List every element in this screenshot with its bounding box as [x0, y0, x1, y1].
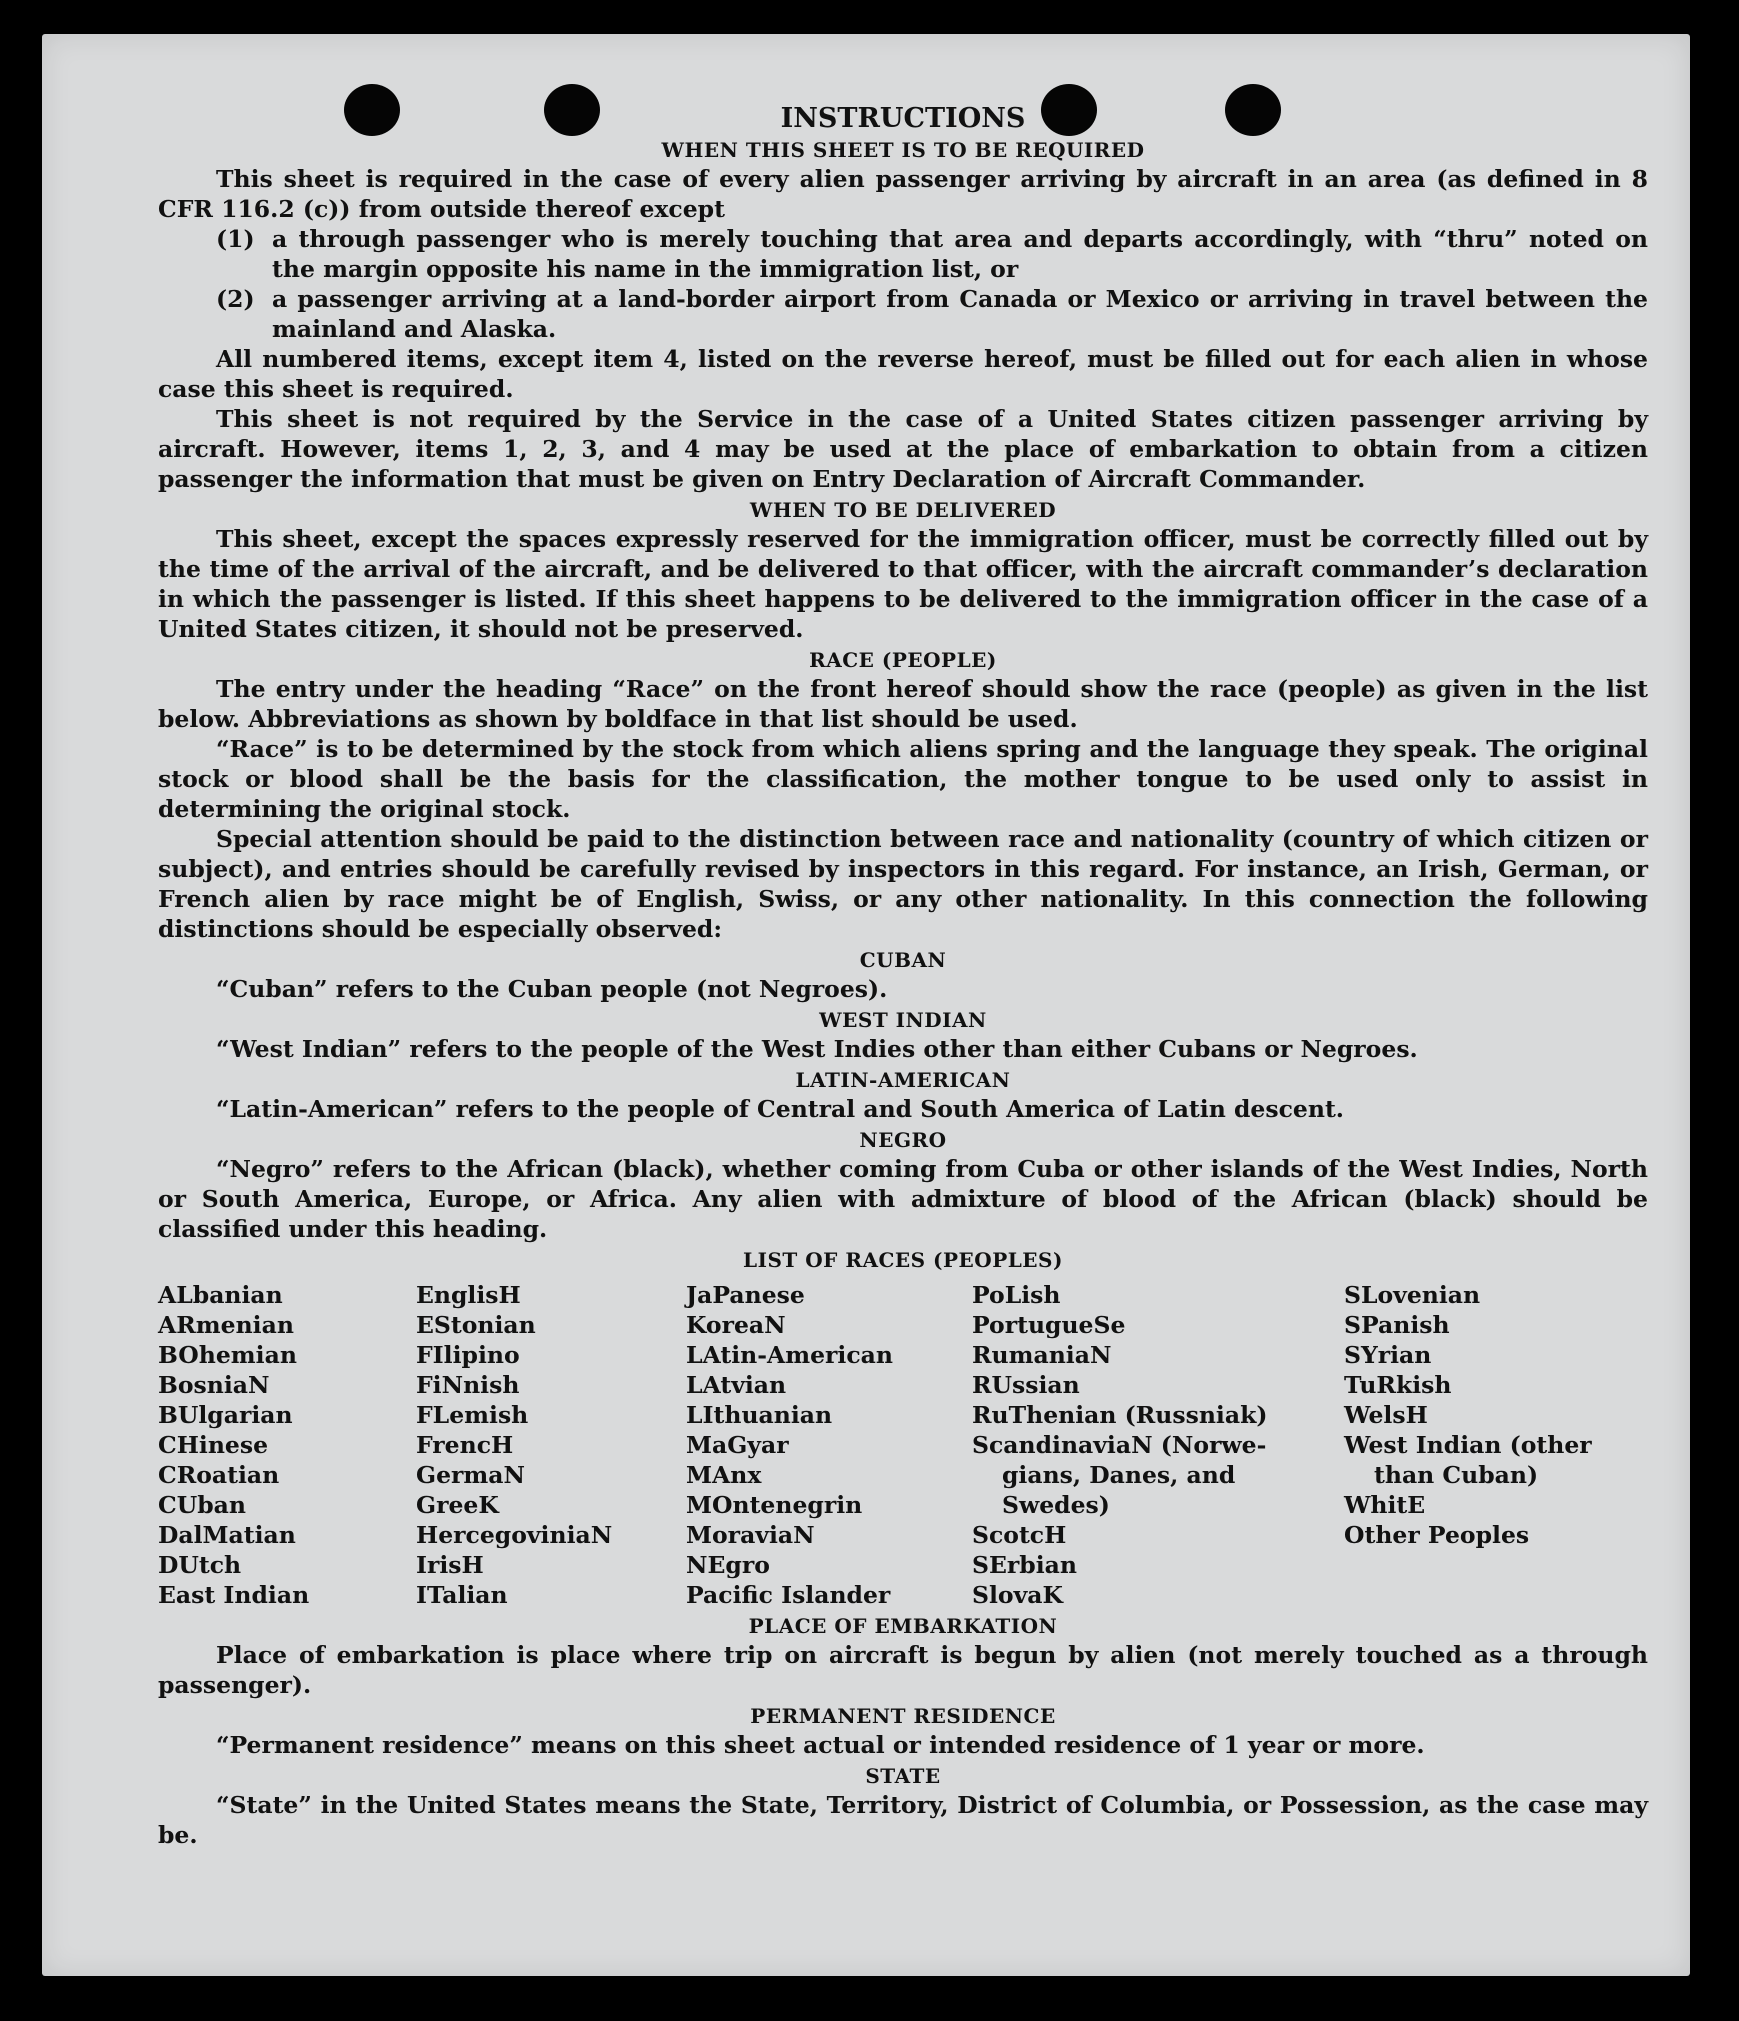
- list-number: (2): [216, 285, 255, 313]
- paragraph: “West Indian” refers to the people of the West Indies other than either Cubans or Negroes.: [216, 1035, 1418, 1063]
- race-item: MAnx: [686, 1461, 762, 1489]
- race-item: FLemish: [416, 1401, 529, 1429]
- page-title: INSTRUCTIONS: [780, 103, 1026, 134]
- race-item: than Cuban): [1374, 1461, 1539, 1489]
- race-item: Other Peoples: [1344, 1521, 1530, 1549]
- heading-list-of-races: LIST OF RACES (PEOPLES): [743, 1248, 1063, 1272]
- heading-state: STATE: [865, 1764, 941, 1788]
- race-item: JaPanese: [686, 1281, 805, 1309]
- race-item: EnglisH: [416, 1281, 521, 1309]
- race-item: ITalian: [416, 1581, 508, 1609]
- race-item: SYrian: [1344, 1341, 1432, 1369]
- race-item: RumaniaN: [972, 1341, 1112, 1369]
- race-item: CHinese: [158, 1431, 269, 1459]
- paragraph: All numbered items, except item 4, listed on the reverse hereof, must be filled out for each alien in whose case this sheet is required.: [158, 345, 1648, 403]
- race-item: IrisH: [416, 1551, 484, 1579]
- race-item: WelsH: [1344, 1401, 1428, 1429]
- list-number: (1): [216, 225, 255, 253]
- race-item: West Indian (other: [1344, 1431, 1592, 1459]
- heading-when-delivered: WHEN TO BE DELIVERED: [749, 498, 1057, 522]
- race-item: Pacific Islander: [686, 1581, 891, 1609]
- heading-west-indian: WEST INDIAN: [819, 1008, 987, 1032]
- heading-cuban: CUBAN: [859, 948, 947, 972]
- race-item: MoraviaN: [686, 1521, 815, 1549]
- race-item: PoLish: [972, 1281, 1061, 1309]
- paragraph: Place of embarkation is place where trip on aircraft is begun by alien (not merely touched as a through passenger).: [158, 1641, 1648, 1699]
- race-item: East Indian: [158, 1581, 310, 1609]
- list-text: a through passenger who is merely touching that area and departs accordingly, with “thru” noted on the margin opposite his name in the immigration list, or: [272, 225, 1648, 283]
- paragraph: “Cuban” refers to the Cuban people (not Negroes).: [216, 975, 888, 1003]
- race-item: DalMatian: [158, 1521, 296, 1549]
- race-item: FrencH: [416, 1431, 514, 1459]
- race-item: FIlipino: [416, 1341, 520, 1369]
- race-item: LAtin-American: [686, 1341, 893, 1369]
- heading-permanent-residence: PERMANENT RESIDENCE: [750, 1704, 1056, 1728]
- race-item: WhitE: [1344, 1491, 1426, 1519]
- race-item: MaGyar: [686, 1431, 789, 1459]
- race-item: ScandinaviaN (Norwe-: [972, 1431, 1267, 1459]
- heading-negro: NEGRO: [859, 1128, 947, 1152]
- paragraph: “State” in the United States means the State, Territory, District of Columbia, or Possession, as the case may be.: [158, 1791, 1648, 1849]
- list-item: [216, 224, 1648, 284]
- heading-when-required: WHEN THIS SHEET IS TO BE REQUIRED: [661, 138, 1145, 162]
- race-item: BUlgarian: [158, 1401, 293, 1429]
- races-column: [416, 1280, 686, 1610]
- paragraph: “Latin-American” refers to the people of Central and South America of Latin descent.: [216, 1095, 1344, 1123]
- race-item: ARmenian: [158, 1311, 294, 1339]
- race-item: SLovenian: [1344, 1281, 1481, 1309]
- race-item: CUban: [158, 1491, 246, 1519]
- race-item: RuThenian (Russniak): [972, 1401, 1268, 1429]
- race-item: SlovaK: [972, 1581, 1063, 1609]
- paragraph: This sheet is not required by the Service in the case of a United States citizen passenger arriving by aircraft. However, items 1, 2, 3, and 4 may be used at the place of embarkation to obtain from a citizen passenger the information that must be given on Entry Declaration of Aircraft Commander.: [158, 405, 1648, 493]
- race-item: GreeK: [416, 1491, 499, 1519]
- race-item: NEgro: [686, 1551, 770, 1579]
- race-item: EStonian: [416, 1311, 536, 1339]
- race-item: GermaN: [416, 1461, 525, 1489]
- race-item: ALbanian: [158, 1281, 283, 1309]
- list-item: [216, 284, 1648, 344]
- races-column: [686, 1280, 972, 1610]
- document-page: [42, 34, 1690, 1976]
- heading-latin-american: LATIN-AMERICAN: [795, 1068, 1011, 1092]
- race-item: TuRkish: [1344, 1371, 1452, 1399]
- race-item: SErbian: [972, 1551, 1077, 1579]
- exception-list: [216, 224, 1648, 344]
- paragraph: “Race” is to be determined by the stock from which aliens spring and the language they speak. The original stock or blood shall be the basis for the classification, the mother tongue to be used only to assist in determining the original stock.: [158, 735, 1648, 823]
- race-item: SPanish: [1344, 1311, 1450, 1339]
- race-item: LIthuanian: [686, 1401, 833, 1429]
- list-text: a passenger arriving at a land-border airport from Canada or Mexico or arriving in travel between the mainland and Alaska.: [272, 285, 1648, 343]
- paragraph: “Negro” refers to the African (black), whether coming from Cuba or other islands of the West Indies, North or South America, Europe, or Africa. Any alien with admixture of blood of the African (black) should be classified under this heading.: [158, 1155, 1648, 1243]
- race-item: gians, Danes, and: [1002, 1461, 1236, 1489]
- races-list: [158, 1280, 1648, 1610]
- instructions-content: [158, 104, 1648, 1850]
- paragraph: This sheet, except the spaces expressly reserved for the immigration officer, must be correctly filled out by the time of the arrival of the aircraft, and be delivered to that officer, with the aircraft commander’s declaration in which the passenger is listed. If this sheet happens to be delivered to the immigration officer in the case of a United States citizen, it should not be preserved.: [158, 525, 1648, 643]
- paragraph: The entry under the heading “Race” on the front hereof should show the race (people) as given in the list below. Abbreviations as shown by boldface in that list should be used.: [158, 675, 1648, 733]
- race-item: RUssian: [972, 1371, 1080, 1399]
- paragraph: Special attention should be paid to the distinction between race and nationality (country of which citizen or subject), and entries should be carefully revised by inspectors in this regard. For instance, an Irish, German, or French alien by race might be of English, Swiss, or any other nationality. In this connection the following distinctions should be especially observed:: [158, 825, 1648, 943]
- race-item: ScotcH: [972, 1521, 1067, 1549]
- race-item: BOhemian: [158, 1341, 297, 1369]
- race-item: Swedes): [1002, 1491, 1110, 1519]
- races-column: [1344, 1280, 1648, 1610]
- heading-place-of-embarkation: PLACE OF EMBARKATION: [748, 1614, 1058, 1638]
- race-item: PortugueSe: [972, 1311, 1126, 1339]
- race-item: HercegoviniaN: [416, 1521, 613, 1549]
- race-item: DUtch: [158, 1551, 242, 1579]
- race-item: KoreaN: [686, 1311, 786, 1339]
- race-item: CRoatian: [158, 1461, 280, 1489]
- races-column: [158, 1280, 416, 1610]
- race-item: MOntenegrin: [686, 1491, 863, 1519]
- races-column: [972, 1280, 1344, 1610]
- heading-race: RACE (PEOPLE): [809, 648, 997, 672]
- paragraph: This sheet is required in the case of every alien passenger arriving by aircraft in an area (as defined in 8 CFR 116.2 (c)) from outside thereof except: [158, 165, 1648, 223]
- race-item: BosniaN: [158, 1371, 270, 1399]
- race-item: LAtvian: [686, 1371, 787, 1399]
- paragraph: “Permanent residence” means on this sheet actual or intended residence of 1 year or more.: [216, 1731, 1425, 1759]
- race-item: FiNnish: [416, 1371, 520, 1399]
